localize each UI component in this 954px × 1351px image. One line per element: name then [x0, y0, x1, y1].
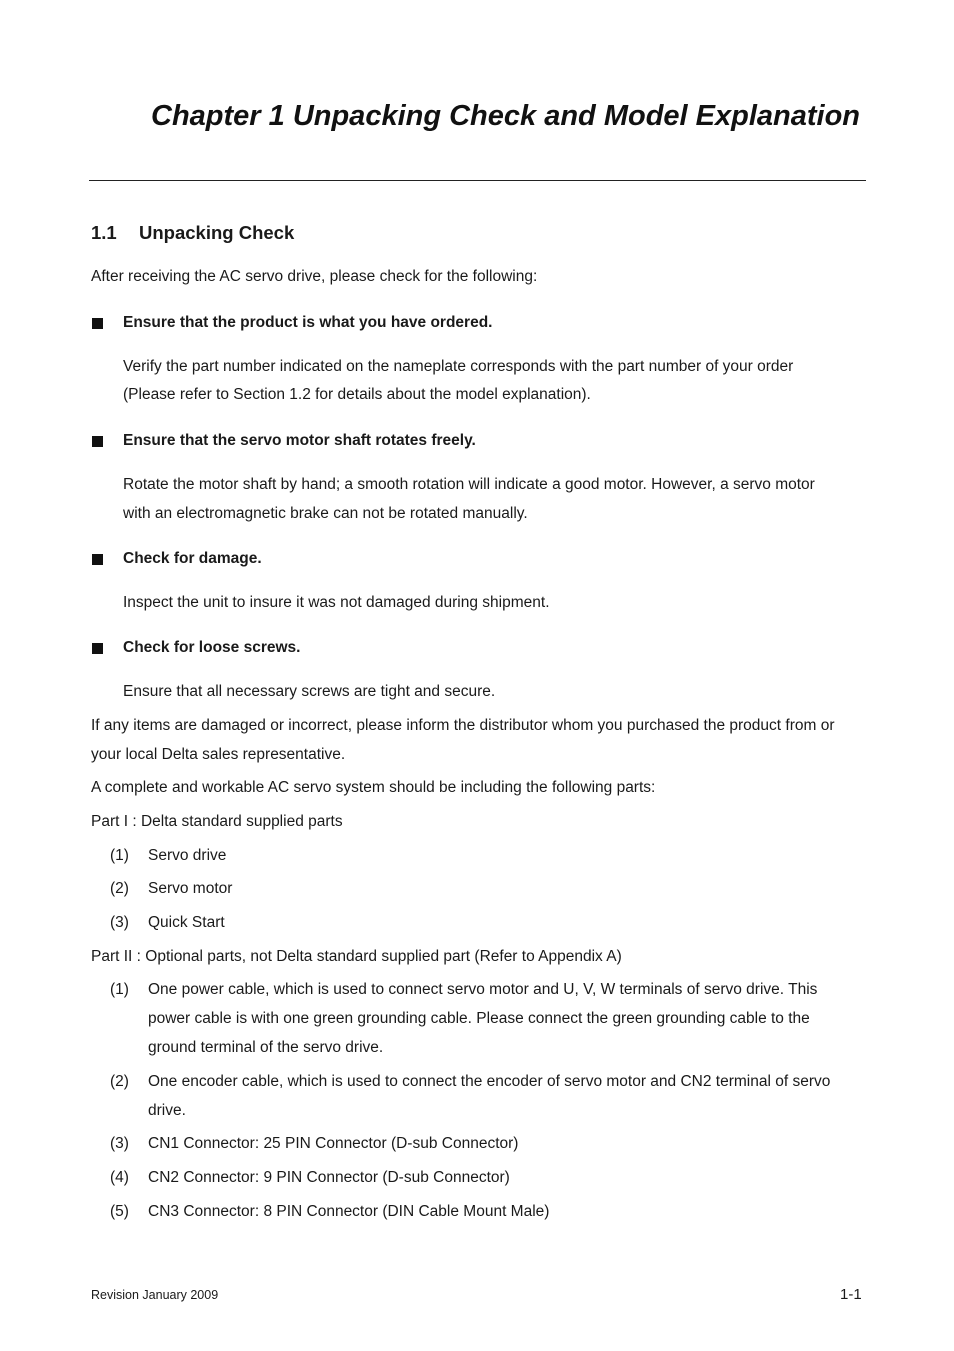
check-text-line: (Please refer to Section 1.2 for details about the model explanation). — [123, 386, 591, 403]
section-number: 1.1 — [91, 222, 117, 243]
list-number: (2) — [110, 1073, 129, 1090]
list-item: Servo drive — [148, 847, 227, 864]
check-heading: Check for loose screws. — [123, 639, 301, 656]
list-number: (2) — [110, 880, 129, 897]
check-heading: Ensure that the servo motor shaft rotates freely. — [123, 432, 476, 449]
square-bullet-icon — [92, 554, 103, 565]
list-item-continuation: drive. — [148, 1102, 186, 1119]
intro-paragraph: After receiving the AC servo drive, please check for the following: — [91, 268, 538, 285]
part1-heading: Part I : Delta standard supplied parts — [91, 813, 343, 830]
footer-revision: Revision January 2009 — [91, 1288, 219, 1302]
notice-line: If any items are damaged or incorrect, please inform the distributor whom you purchased the product from or — [91, 717, 835, 734]
system-parts-intro: A complete and workable AC servo system should be including the following parts: — [91, 779, 656, 796]
list-item: One encoder cable, which is used to connect the encoder of servo motor and CN2 terminal of servo — [148, 1073, 831, 1090]
list-item: CN2 Connector: 9 PIN Connector (D-sub Connector) — [148, 1169, 510, 1186]
check-text-line: with an electromagnetic brake can not be rotated manually. — [123, 505, 528, 522]
list-number: (3) — [110, 914, 129, 931]
list-item: Servo motor — [148, 880, 233, 897]
check-heading: Check for damage. — [123, 550, 262, 567]
list-item: Quick Start — [148, 914, 225, 931]
list-number: (4) — [110, 1169, 129, 1186]
list-item-continuation: ground terminal of the servo drive. — [148, 1039, 384, 1056]
square-bullet-icon — [92, 436, 103, 447]
square-bullet-icon — [92, 318, 103, 329]
check-text-line: Inspect the unit to insure it was not damaged during shipment. — [123, 594, 550, 611]
section-title: Unpacking Check — [139, 222, 295, 243]
list-number: (3) — [110, 1135, 129, 1152]
list-number: (5) — [110, 1203, 129, 1220]
list-item: CN1 Connector: 25 PIN Connector (D-sub Connector) — [148, 1135, 519, 1152]
list-item: One power cable, which is used to connect servo motor and U, V, W terminals of servo drive. This — [148, 981, 818, 998]
chapter-title: Chapter 1 Unpacking Check and Model Explanation — [151, 100, 861, 132]
list-item-continuation: power cable is with one green grounding cable. Please connect the green grounding cable to the — [148, 1010, 810, 1027]
check-heading: Ensure that the product is what you have ordered. — [123, 314, 493, 331]
notice-line: your local Delta sales representative. — [91, 746, 346, 763]
check-text-line: Rotate the motor shaft by hand; a smooth rotation will indicate a good motor. However, a servo motor — [123, 476, 815, 493]
title-divider — [89, 180, 866, 181]
page-number: 1-1 — [840, 1286, 862, 1303]
part2-heading: Part II : Optional parts, not Delta standard supplied part (Refer to Appendix A) — [91, 948, 622, 965]
check-text-line: Verify the part number indicated on the nameplate corresponds with the part number of your order — [123, 358, 794, 375]
list-number: (1) — [110, 981, 129, 998]
list-number: (1) — [110, 847, 129, 864]
check-text-line: Ensure that all necessary screws are tight and secure. — [123, 683, 496, 700]
square-bullet-icon — [92, 643, 103, 654]
list-item: CN3 Connector: 8 PIN Connector (DIN Cable Mount Male) — [148, 1203, 550, 1220]
